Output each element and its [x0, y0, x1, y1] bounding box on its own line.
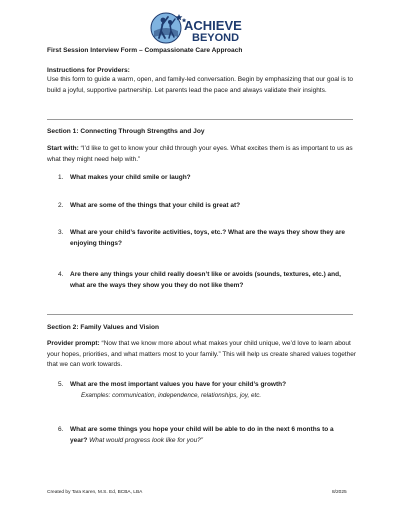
question-5-examples: Examples: communication, independence, relationships, joy, etc.: [81, 392, 262, 399]
section1-heading: Section 1: Connecting Through Strengths and Joy: [47, 128, 205, 135]
question-text: What are the most important values you have for your child’s growth?: [70, 381, 287, 388]
section2-lead: [47, 339, 361, 371]
question-text: Are there any things your child really doesn’t like or avoids (sounds, textures, etc.) and, what are the ways they show you they do not like them?: [70, 271, 341, 289]
question-text: What are some things you hope your child will be able to do in the next 6 months to a year?: [70, 426, 334, 444]
question-6: [58, 425, 348, 446]
section1-lead-label: Start with:: [47, 145, 79, 152]
question-number: 6.: [58, 426, 64, 433]
footer-date: 8/2025: [332, 490, 347, 495]
logo-line1: ACHIEVE: [184, 18, 242, 33]
question-italic-tail: What would progress look like for you?”: [87, 436, 203, 444]
question-number: 5.: [58, 381, 64, 388]
instructions-body: Use this form to guide a warm, open, and family-led conversation. Begin by emphasizing that our goal is to build a joyful, supportive partnership. Let parents lead the pace and always validate their insights.: [47, 76, 354, 94]
instructions-heading: Instructions for Providers:: [47, 67, 130, 74]
logo-line2: BEYOND: [192, 32, 240, 44]
form-title: First Session Interview Form – Compassionate Care Approach: [47, 47, 243, 54]
question-text: What are some of the things that your child is great at?: [70, 202, 241, 209]
question-text: What makes your child smile or laugh?: [70, 174, 191, 181]
section1-lead: [47, 144, 361, 165]
section2-heading: Section 2: Family Values and Vision: [47, 324, 160, 331]
question-text-wrapper: [58, 425, 348, 446]
question-1: [58, 173, 348, 184]
question-3: [58, 228, 348, 249]
question-number: 2.: [58, 202, 64, 209]
question-number: 3.: [58, 229, 64, 236]
footer-credit: Created by Tara Karen, M.S. Ed, BCBA, LBA: [47, 490, 143, 495]
divider-2: [47, 314, 353, 315]
section1-lead-text: “I’d like to get to know your child through your eyes. What excites them is as important to us as what they might need help with.”: [47, 145, 353, 163]
question-number: 1.: [58, 174, 64, 181]
section2-lead-label: Provider prompt:: [47, 340, 100, 347]
question-number: 4.: [58, 271, 64, 278]
question-5: [58, 380, 348, 391]
question-text: What are your child’s favorite activities, toys, etc.? What are the ways they show they are enjoying things?: [70, 229, 346, 247]
question-4: [58, 270, 348, 291]
achieve-beyond-logo: [150, 11, 256, 45]
question-2: [58, 201, 348, 212]
section2-lead-text: “Now that we know more about what makes your child unique, we’d love to learn about your hopes, priorities, and what matters most to your family.” This will help us create shared values together that we can work towards.: [47, 340, 357, 368]
divider-1: [47, 119, 353, 120]
